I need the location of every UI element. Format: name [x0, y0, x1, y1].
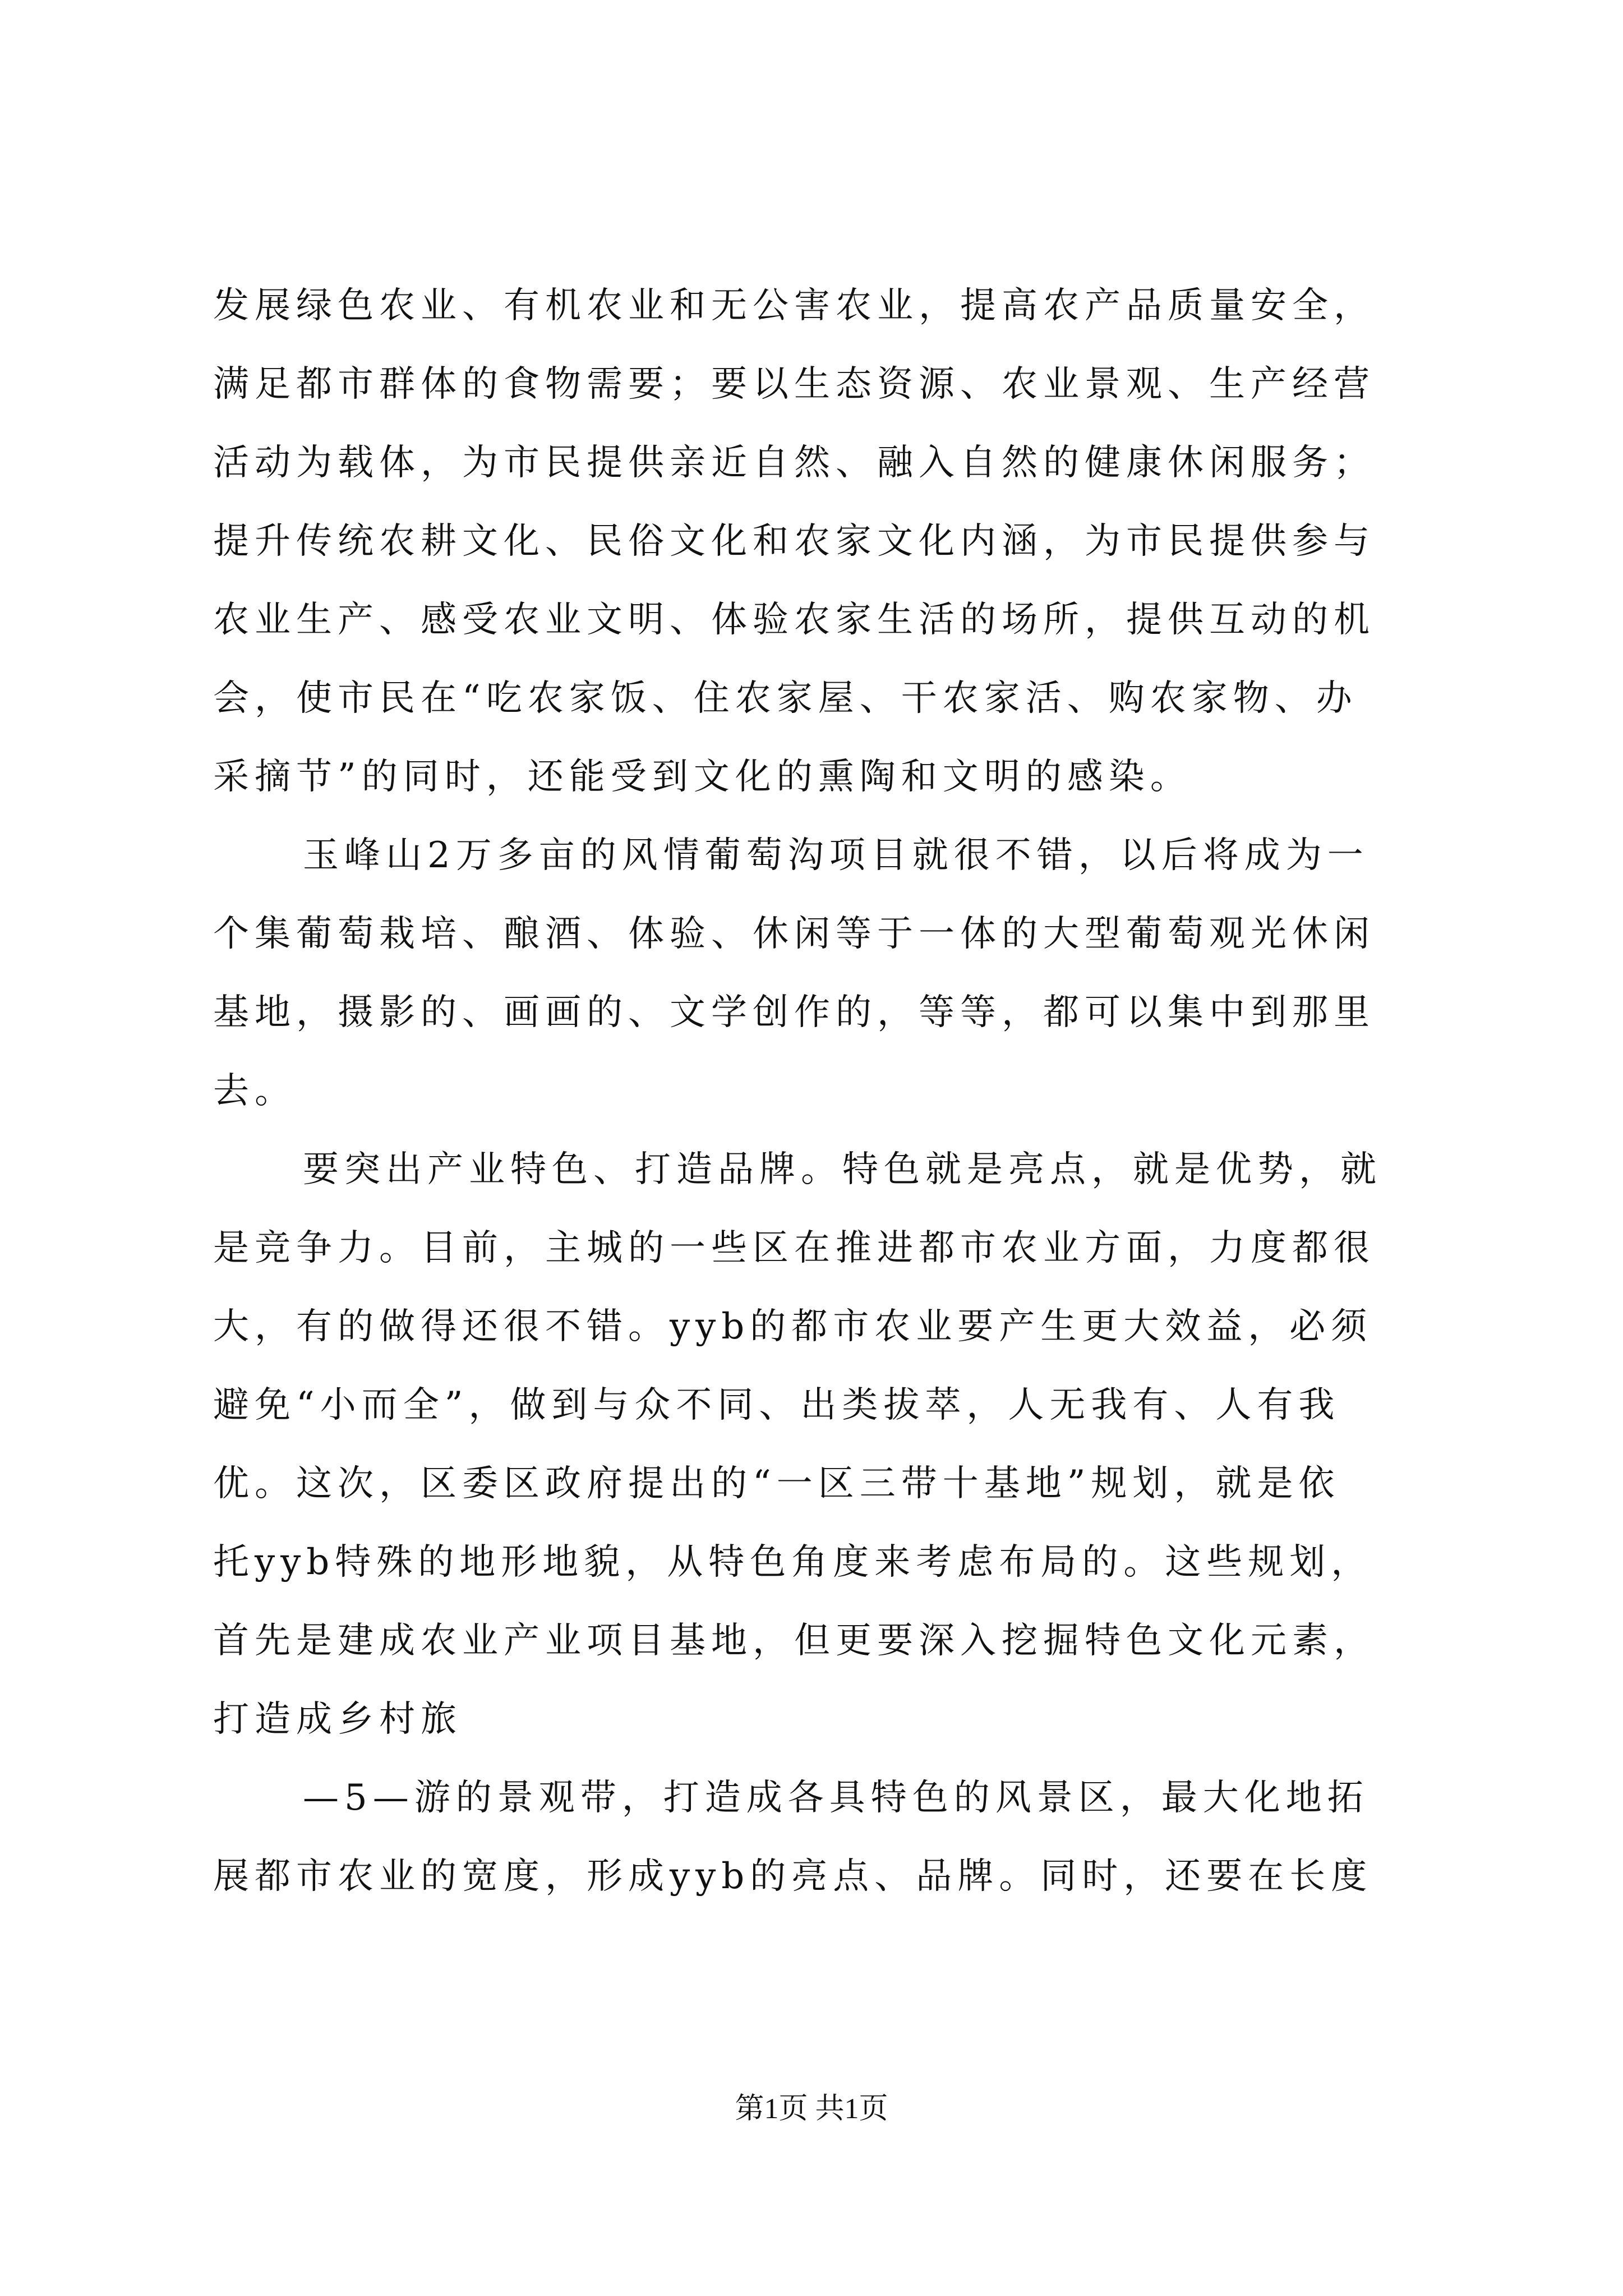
page-footer	[0, 2090, 1623, 2129]
text-line: 优。这次，区委区政府提出的“一区三带十基地”规划，就是依	[213, 1463, 1340, 1504]
text-line: 个集葡萄栽培、酿酒、体验、休闲等于一体的大型葡萄观光休闲	[213, 913, 1375, 955]
text-line: 托yyb特殊的地形地貌，从特色角度来考虑布局的。这些规划，	[213, 1542, 1373, 1583]
paragraph-start-line: 要突出产业特色、打造品牌。特色就是亮点，就是优势，就	[303, 1149, 1382, 1190]
text-line: 活动为载体，为市民提供亲近自然、融入自然的健康休闲服务；	[213, 442, 1375, 484]
text-line: 去。	[213, 1070, 296, 1112]
text-line: 大，有的做得还很不错。yyb的都市农业要产生更大效益，必须	[213, 1306, 1373, 1347]
text-line: 会，使市民在“吃农家饭、住农家屋、干农家活、购农家物、办	[213, 678, 1358, 719]
page-number: 第1页 共1页	[735, 2093, 888, 2125]
text-line: 打造成乡村旅	[213, 1699, 462, 1740]
text-line: 提升传统农耕文化、民俗文化和农家文化内涵，为市民提供参与	[213, 521, 1375, 562]
text-line: 基地，摄影的、画画的、文学创作的，等等，都可以集中到那里	[213, 992, 1375, 1033]
text-line: 首先是建成农业产业项目基地，但更要深入挖掘特色文化元素，	[213, 1620, 1375, 1662]
paragraph-start-line: 玉峰山2万多亩的风情葡萄沟项目就很不错，以后将成为一	[303, 835, 1369, 876]
text-line: 展都市农业的宽度，形成yyb的亮点、品牌。同时，还要在长度	[213, 1856, 1373, 1897]
text-line: 采摘节”的同时，还能受到文化的熏陶和文明的感染。	[213, 756, 1192, 798]
text-line: 发展绿色农业、有机农业和无公害农业，提高农产品质量安全，	[213, 285, 1375, 326]
text-line: 满足都市群体的食物需要；要以生态资源、农业景观、生产经营	[213, 364, 1375, 405]
text-line: 是竞争力。目前，主城的一些区在推进都市农业方面，力度都很	[213, 1227, 1375, 1269]
text-line: 避免“小而全”，做到与众不同、出类拔萃，人无我有、人有我	[213, 1384, 1340, 1426]
paragraph-start-line: —5—游的景观带，打造成各具特色的风景区，最大化地拓	[303, 1777, 1369, 1819]
document-body	[213, 266, 1430, 1916]
text-line: 农业生产、感受农业文明、体验农家生活的场所，提供互动的机	[213, 599, 1375, 641]
